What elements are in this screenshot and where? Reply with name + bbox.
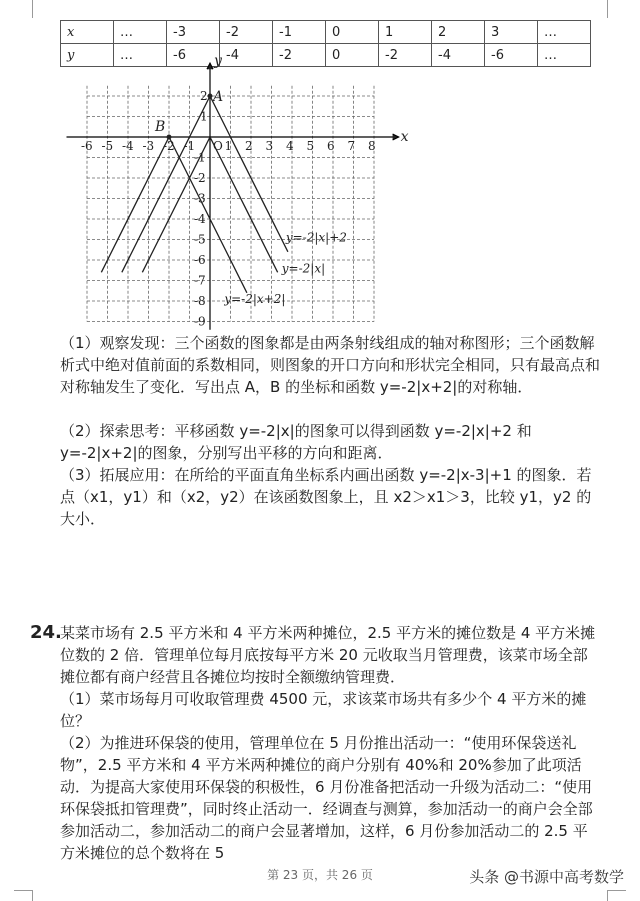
x-axis-label: x [400,129,409,145]
question-number: 24. [30,622,62,643]
y-tick-label: -5 [194,232,206,247]
paragraph: （3）拓展应用：在所给的平面直角坐标系内画出函数 y=-2|x-3|+1 的图象．若点（x1，y1）和（x2，y2）在该函数图象上，且 x2＞x1＞3，比较 y1，y2 的大小． [60,466,592,528]
y-tick-label: -9 [194,314,206,329]
watermark: 头条 @书源中高考数学 [469,868,624,886]
x-tick-label: 3 [265,139,274,153]
x-tick-label: O [213,139,223,153]
x-tick-label: 2 [245,139,253,153]
graph-line [210,96,288,252]
table-cell: -2 [379,44,432,67]
coordinate-graph [60,53,420,330]
table-cell: … [114,44,167,67]
x-axis-arrow [393,134,399,140]
table-cell: 3 [485,21,538,44]
table-cell: -6 [485,44,538,67]
x-tick-label: -1 [183,139,196,153]
x-tick-label: 7 [347,139,356,153]
y-tick-label: -6 [194,253,206,267]
x-tick-label: 4 [286,139,294,153]
corner-mark [14,0,33,18]
question-24-stem [60,622,600,688]
x-tick-label: 8 [368,139,376,153]
function-label: y=-2|x+2| [224,292,286,307]
y-tick-label: -4 [194,212,206,226]
paragraph: （1）菜市场每月可收取管理费 4500 元，求该菜市场共有多少个 4 平方米的摊位？ [60,690,587,730]
x-tick-label: -3 [142,139,155,153]
table-cell: -2 [273,44,326,67]
x-tick-label: -5 [101,139,114,153]
table-cell: -3 [167,21,220,44]
x-tick-label: 6 [327,139,335,153]
question-23-part-3 [60,464,600,530]
corner-mark [607,890,626,901]
x-tick-label: -4 [122,139,134,153]
x-tick-label: -2 [163,139,175,153]
table-cell: -2 [220,21,273,44]
x-tick-label: 5 [306,139,315,153]
paragraph: （2）为推进环保袋的使用，管理单位在 5 月份推出活动一：“使用环保袋送礼物”，2.5 平方米和 4 平方米两种摊位的商户分别有 40%和 20%参加了此项活动．为提高大家使用环保袋的积极性，6 月份准备把活动一升级为活动二：“使用环保袋抵扣管理费”，同时终止活动一．经调查与测算，参加活动一的商户会全部参加活动二，参加活动二的商户会显著增加，这样，6 月份参加活动二的 2.5 平方米摊位的总个数将在 5 [60,734,593,862]
table-cell: -6 [167,44,220,67]
question-23-part-1 [60,332,600,398]
question-24-part-1 [60,688,600,732]
table-cell: -1 [273,21,326,44]
table-cell: … [538,21,591,44]
point-a-label: A [213,89,224,105]
x-tick-label: -6 [81,139,93,153]
table-cell: 0 [326,44,379,67]
page-footer: 第 23 页，共 26 页 [267,868,373,882]
point-b-label: B [155,119,166,135]
y-tick-label: -3 [194,191,206,206]
function-label: y=-2|x| [281,261,326,276]
paragraph: （2）探索思考：平移函数 y=-2|x|的图象可以得到函数 y=-2|x|+2 和 y=-2|x+2|的图象，分别写出平移的方向和距离． [60,422,532,462]
y-tick-label: 1 [200,109,208,124]
table-cell: y [61,44,114,67]
y-tick-label: -7 [194,273,206,288]
table-cell: … [538,44,591,67]
table-cell: -4 [220,44,273,67]
table-row [61,21,591,44]
table-cell: 1 [379,21,432,44]
table-cell: … [114,21,167,44]
y-tick-label: 2 [200,89,208,103]
paragraph: 某菜市场有 2.5 平方米和 4 平方米两种摊位，2.5 平方米的摊位数是 4 平方米摊位数的 2 倍．管理单位每月底按每平方米 20 元收取当月管理费，该菜市场全部摊位都有商户经营且各摊位均按时全额缴纳管理费． [60,624,596,686]
graph-line [101,137,169,272]
question-23-part-2 [60,420,600,464]
graph-line [169,137,247,293]
point-a [208,94,212,98]
table-cell: -4 [432,44,485,67]
y-axis-label: y [214,53,222,70]
table-cell: x [61,21,114,44]
table-row [61,44,591,67]
table-cell: 0 [326,21,379,44]
corner-mark [607,0,626,18]
value-table [60,20,591,70]
y-tick-label: -1 [194,150,206,165]
function-label: y=-2|x|+2 [285,230,347,245]
paragraph: （1）观察发现：三个函数的图象都是由两条射线组成的轴对称图形；三个函数解析式中绝对值前面的系数相同，则图象的开口方向和形状完全相同，只有最高点和对称轴发生了变化．写出点 A，B 的坐标和函数 y=-2|x+2|的对称轴． [60,334,601,396]
y-tick-label: -2 [194,171,206,185]
y-tick-label: -8 [194,294,206,308]
x-tick-label: 1 [224,139,233,153]
table-cell: 2 [432,21,485,44]
question-24-part-2 [60,732,600,864]
corner-mark [14,890,33,901]
